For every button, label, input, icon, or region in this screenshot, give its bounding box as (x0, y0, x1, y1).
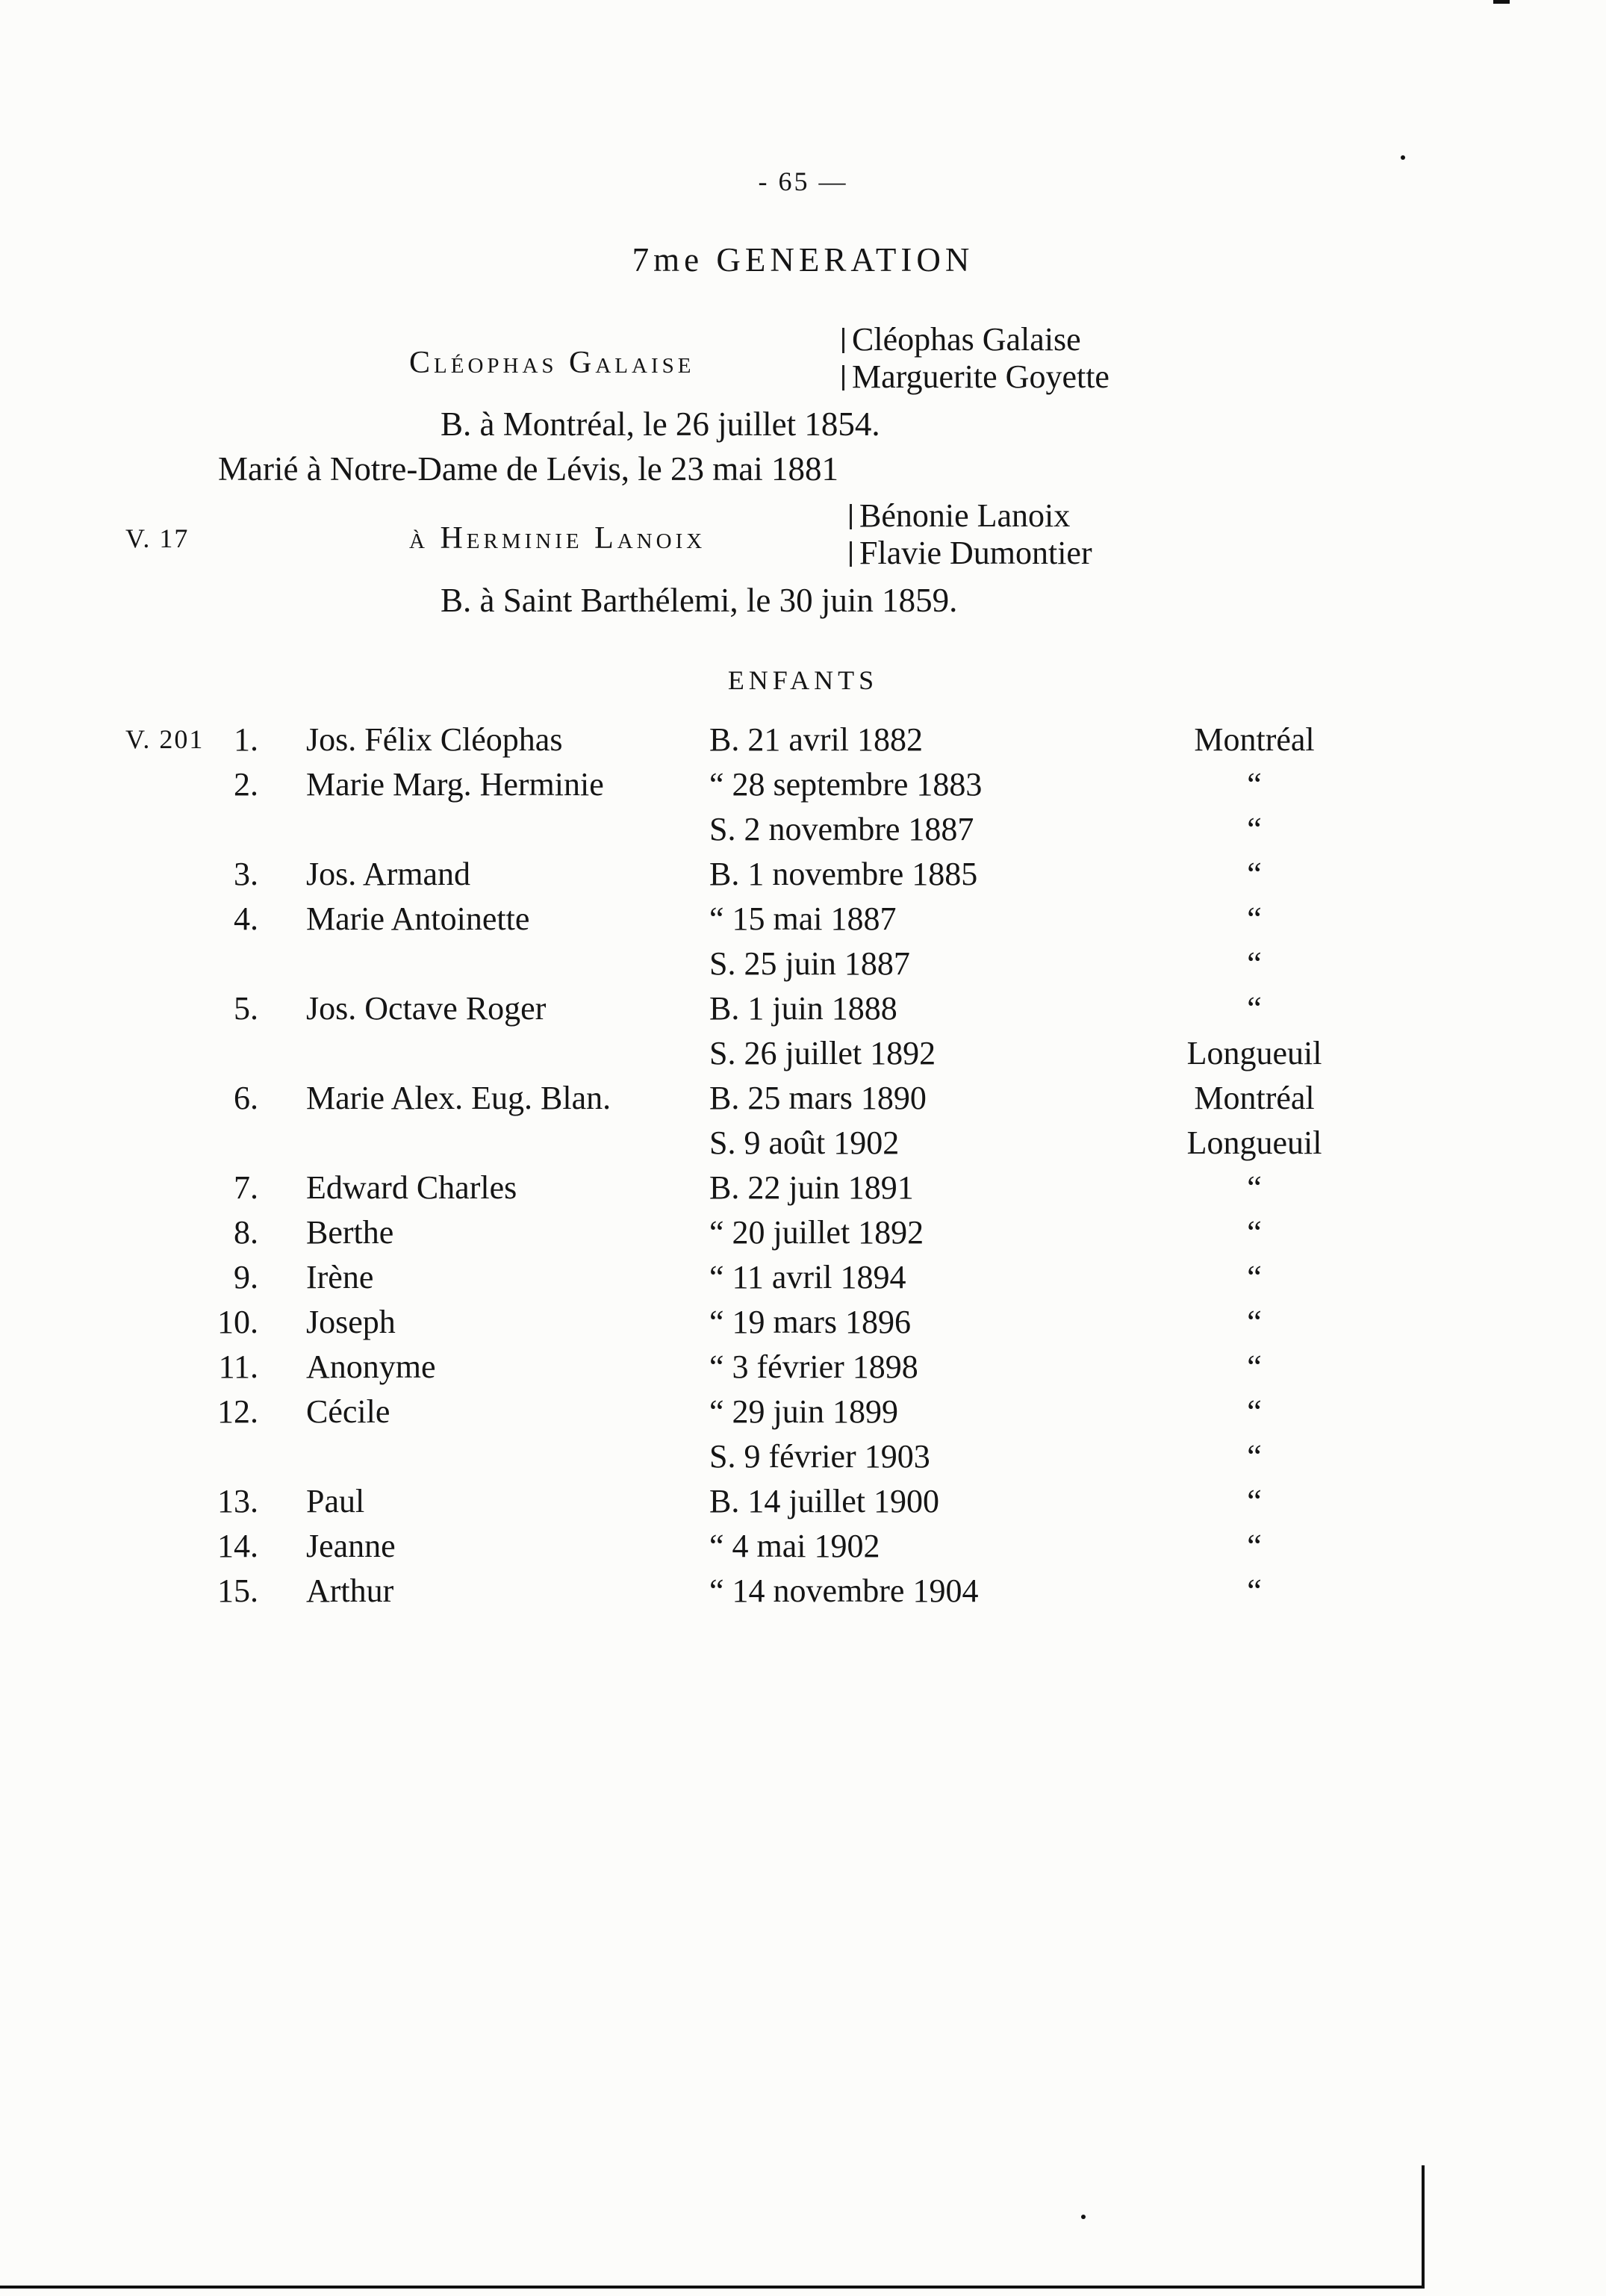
child-ref: V. 201 (125, 724, 205, 754)
child-number: 1. (234, 721, 258, 758)
child-date: “ 11 avril 1894 (709, 1259, 906, 1295)
child-place: “ (1247, 1572, 1262, 1609)
husband-name: Cléophas Galaise (409, 346, 695, 380)
child-row (0, 1482, 1606, 1527)
child-place: “ (1247, 1483, 1262, 1519)
child-date: “ 19 mars 1896 (709, 1304, 912, 1340)
child-date: B. 25 mars 1890 (709, 1080, 927, 1116)
child-number: 12. (217, 1393, 258, 1430)
child-place: “ (1247, 1214, 1262, 1251)
child-number: 13. (217, 1483, 258, 1519)
husband-mother: Marguerite Goyette (842, 358, 1109, 396)
child-date: S. 9 février 1903 (709, 1438, 930, 1475)
child-row (0, 1527, 1606, 1572)
child-date: “ 20 juillet 1892 (709, 1214, 924, 1251)
child-name: Marie Alex. Eug. Blan. (306, 1080, 611, 1116)
child-number: 5. (234, 990, 258, 1027)
child-date: S. 2 novembre 1887 (709, 811, 974, 847)
child-row (0, 1169, 1606, 1213)
child-date: S. 9 août 1902 (709, 1124, 900, 1161)
child-row (0, 1303, 1606, 1348)
child-row (0, 1124, 1606, 1169)
scan-edge-line (1422, 2165, 1425, 2289)
child-number: 8. (234, 1214, 258, 1251)
scan-dot (1081, 2215, 1086, 2219)
wife-mother: Flavie Dumontier (850, 535, 1092, 572)
child-date: “ 3 février 1898 (709, 1348, 918, 1385)
scan-bottom-line (0, 2286, 1425, 2289)
child-name: Jos. Félix Cléophas (306, 721, 563, 758)
child-row (0, 1034, 1606, 1079)
child-date: “ 4 mai 1902 (709, 1528, 880, 1564)
child-date: B. 1 juin 1888 (709, 990, 897, 1027)
child-date: “ 28 septembre 1883 (709, 766, 983, 803)
child-place: “ (1247, 945, 1262, 982)
child-place: “ (1247, 900, 1262, 937)
child-number: 11. (218, 1348, 258, 1385)
child-place: “ (1247, 1393, 1262, 1430)
child-row (0, 810, 1606, 855)
child-name: Irène (306, 1259, 374, 1295)
child-place: Longueuil (1186, 1124, 1322, 1161)
wife-father: Bénonie Lanoix (850, 497, 1092, 535)
child-place: “ (1247, 1259, 1262, 1295)
child-date: “ 15 mai 1887 (709, 900, 897, 937)
child-place: “ (1247, 1348, 1262, 1385)
child-row (0, 721, 1606, 765)
child-name: Anonyme (306, 1348, 436, 1385)
child-name: Berthe (306, 1214, 394, 1251)
child-number: 15. (217, 1572, 258, 1609)
marriage-line: Marié à Notre-Dame de Lévis, le 23 mai 1881 (218, 450, 838, 488)
child-row (0, 1437, 1606, 1482)
child-name: Jos. Armand (306, 856, 470, 892)
reference-number: V. 17 (125, 523, 190, 553)
child-name: Edward Charles (306, 1169, 517, 1206)
child-name: Joseph (306, 1304, 396, 1340)
child-number: 7. (234, 1169, 258, 1206)
husband-father: Cléophas Galaise (842, 321, 1109, 358)
child-name: Jeanne (306, 1528, 396, 1564)
scan-mark-top (1493, 0, 1510, 4)
child-place: Longueuil (1186, 1035, 1322, 1071)
child-place: Montréal (1194, 721, 1315, 758)
child-place: “ (1247, 1169, 1262, 1206)
children-heading: ENFANTS (727, 665, 879, 695)
child-name: Jos. Octave Roger (306, 990, 547, 1027)
child-date: B. 22 juin 1891 (709, 1169, 914, 1206)
child-row (0, 1393, 1606, 1437)
child-date: S. 26 juillet 1892 (709, 1035, 936, 1071)
child-name: Cécile (306, 1393, 390, 1430)
child-number: 3. (234, 856, 258, 892)
child-place: Montréal (1194, 1080, 1315, 1116)
child-date: “ 14 novembre 1904 (709, 1572, 979, 1609)
child-place: “ (1247, 811, 1262, 847)
child-row (0, 989, 1606, 1034)
child-number: 14. (217, 1528, 258, 1564)
child-row (0, 765, 1606, 810)
child-name: Marie Marg. Herminie (306, 766, 604, 803)
child-place: “ (1247, 766, 1262, 803)
child-place: “ (1247, 990, 1262, 1027)
child-number: 6. (234, 1080, 258, 1116)
scan-dot (1401, 155, 1405, 160)
child-place: “ (1247, 1304, 1262, 1340)
child-row (0, 900, 1606, 945)
child-row (0, 1079, 1606, 1124)
page-number: - 65 — (758, 167, 848, 196)
child-row (0, 1258, 1606, 1303)
child-date: B. 1 novembre 1885 (709, 856, 978, 892)
child-number: 9. (234, 1259, 258, 1295)
child-row (0, 1572, 1606, 1617)
wife-birth: B. à Saint Barthélemi, le 30 juin 1859. (441, 582, 958, 619)
child-place: “ (1247, 1528, 1262, 1564)
child-row (0, 945, 1606, 989)
child-number: 10. (217, 1304, 258, 1340)
child-date: “ 29 juin 1899 (709, 1393, 898, 1430)
child-date: B. 14 juillet 1900 (709, 1483, 939, 1519)
child-row (0, 1213, 1606, 1258)
husband-parents (842, 321, 1109, 396)
child-number: 2. (234, 766, 258, 803)
child-name: Arthur (306, 1572, 394, 1609)
wife-name: à Herminie Lanoix (409, 521, 706, 556)
generation-title: 7me GENERATION (632, 241, 974, 279)
child-place: “ (1247, 856, 1262, 892)
child-name: Marie Antoinette (306, 900, 530, 937)
child-number: 4. (234, 900, 258, 937)
child-place: “ (1247, 1438, 1262, 1475)
child-row (0, 1348, 1606, 1393)
husband-birth: B. à Montréal, le 26 juillet 1854. (441, 405, 880, 443)
child-date: S. 25 juin 1887 (709, 945, 910, 982)
child-row (0, 855, 1606, 900)
child-name: Paul (306, 1483, 365, 1519)
wife-parents (850, 497, 1092, 572)
child-date: B. 21 avril 1882 (709, 721, 923, 758)
